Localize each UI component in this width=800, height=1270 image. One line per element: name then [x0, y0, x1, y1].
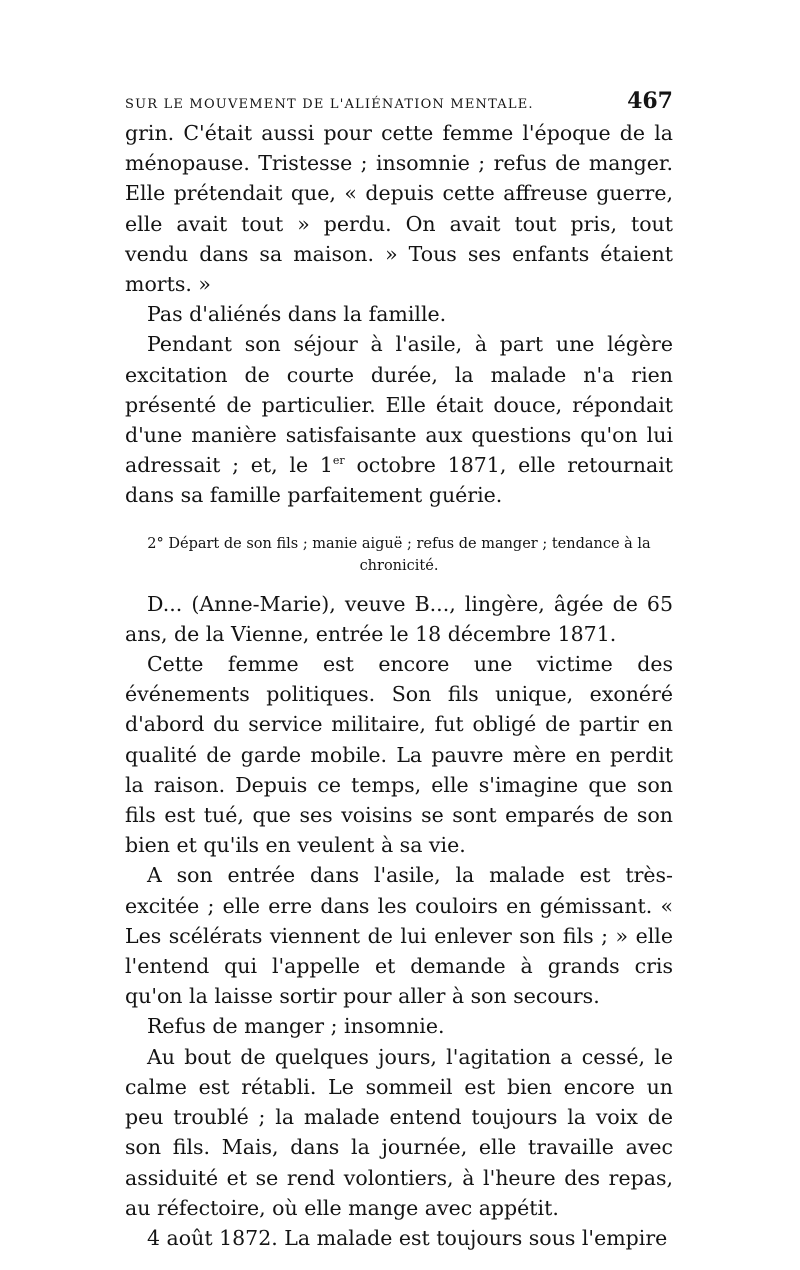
paragraph-history: Cette femme est encore une victime des événements politiques. Son fils unique, exonéré d'abord du service militaire, fut obligé de partir en qualité de garde mobile. La pauvre mère en perdit la raison. Depuis ce temps, elle s'imagine que son fils est tué, que ses voisins se sont emparés de son bien et qu'ils en veulent à sa vie. [125, 652, 673, 858]
paragraph-family: Pas d'aliénés dans la famille. [147, 302, 447, 327]
paragraph-stay-text: Pendant son séjour à l'asile, à part une légère excitation de courte durée, la malade n'a rien présenté de particulier. Elle était douce, répondait d'une manière satisfaisante aux questions qu'on lui adressait ; et, le [125, 332, 673, 478]
book-page [125, 88, 673, 1253]
case-heading: 2° Départ de son fils ; manie aiguë ; refus de manger ; tendance à la chronicité. [147, 535, 651, 574]
paragraph-refusal: Refus de manger ; insomnie. [147, 1014, 445, 1039]
page-number: 467 [627, 88, 673, 114]
paragraph-august: 4 août 1872. La malade est toujours sous l'empire [147, 1225, 668, 1250]
paragraph-admission: A son entrée dans l'asile, la malade est très-excitée ; elle erre dans les couloirs en gémissant. « Les scélérats viennent de lui enlever son fils ; » elle l'entend qui l'appelle et demande à grands cris qu'on la laisse sortir pour aller à son secours. [125, 863, 673, 1009]
paragraph-stay-end: octobre 1871, elle retournait dans sa famille parfaitement guérie. [125, 453, 673, 508]
date-day: 1 [319, 453, 333, 478]
running-head [125, 88, 673, 112]
running-title: SUR LE MOUVEMENT DE L'ALIÉNATION MENTALE. [125, 97, 534, 112]
date-superscript: er [332, 454, 345, 468]
paragraph-patient-id: D... (Anne-Marie), veuve B..., lingère, âgée de 65 ans, de la Vienne, entrée le 18 décembre 1871. [125, 591, 673, 646]
paragraph-stay [125, 329, 673, 510]
paragraph-continuation: grin. C'était aussi pour cette femme l'époque de la ménopause. Tristesse ; insomnie ; refus de manger. Elle prétendait que, « depuis cette affreuse guerre, elle avait tout » perdu. On avait tout pris, tout vendu dans sa maison. » Tous ses enfants étaient morts. » [125, 121, 673, 297]
paragraph-progress: Au bout de quelques jours, l'agitation a cessé, le calme est rétabli. Le sommeil est bien encore un peu troublé ; la malade entend toujours la voix de son fils. Mais, dans la journée, elle travaille avec assiduité et se rend volontiers, à l'heure des repas, au réfectoire, où elle mange avec appétit. [125, 1044, 673, 1220]
